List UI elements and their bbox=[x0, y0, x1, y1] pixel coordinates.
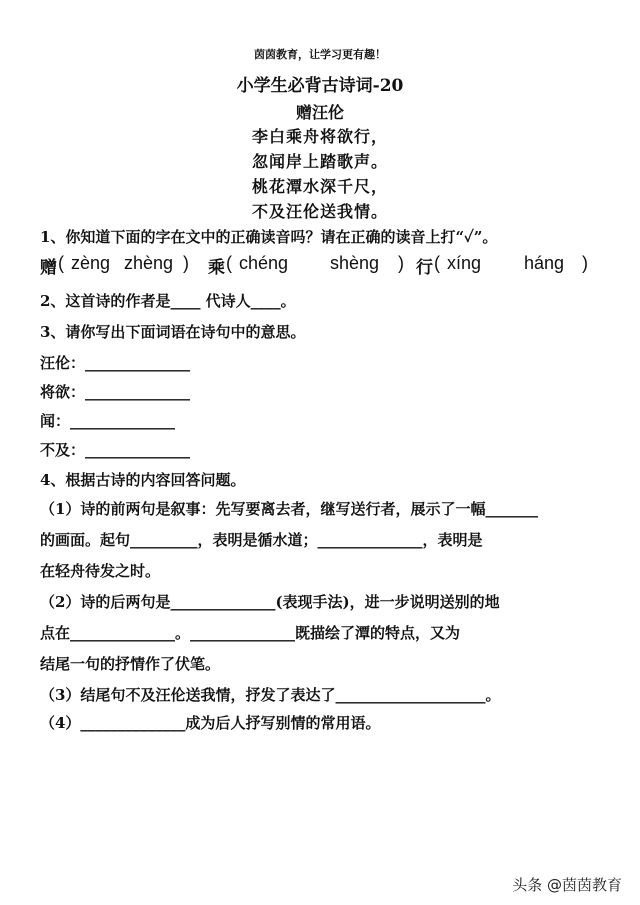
q4-part-1-line-3: 在轻舟待发之时。 bbox=[40, 562, 161, 580]
poem-title: 赠汪伦 bbox=[295, 103, 344, 122]
poem-line-1: 李白乘舟将欲行， bbox=[251, 127, 388, 146]
page-title: 小学生必背古诗词-20 bbox=[236, 76, 404, 96]
q3-item-jiangyu: 将欲：______________ bbox=[40, 383, 191, 401]
q4-part-2-line-3: 结尾一句的抒情作了伏笔。 bbox=[40, 655, 221, 673]
q4-part-2-line-2: 点在______________。______________既描绘了潭的特点，又为 bbox=[40, 624, 461, 642]
pinyin-char-xing: 行 bbox=[416, 258, 433, 278]
question-2: 2、这首诗的作者是____ 代诗人____。 bbox=[40, 292, 296, 310]
watermark: 头条 @茵茵教育 bbox=[512, 876, 622, 894]
q4-part-1-line-1: （1）诗的前两句是叙事：先写要离去者，继写送行者，展示了一幅_______ bbox=[40, 500, 538, 518]
pinyin-option[interactable]: zèng bbox=[71, 253, 111, 273]
q3-item-buji: 不及：______________ bbox=[40, 441, 191, 459]
pinyin-option[interactable]: xíng bbox=[447, 253, 482, 273]
poem-line-4: 不及汪伦送我情。 bbox=[251, 202, 388, 221]
question-4: 4、根据古诗的内容回答问题。 bbox=[40, 471, 246, 489]
poem-line-2: 忽闻岸上踏歌声。 bbox=[251, 152, 388, 171]
q4-part-1-line-2: 的画面。起句_________，表明是循水道；______________，表明是 bbox=[40, 531, 483, 549]
q4-part-2-line-1: （2）诗的后两句是______________(表现手法)，进一步说明送别的地 bbox=[40, 593, 500, 611]
q3-item-wanglun: 汪伦：______________ bbox=[40, 354, 191, 372]
poem-line-3: 桃花潭水深千尺， bbox=[251, 177, 388, 196]
question-3: 3、请你写出下面词语在诗句中的意思。 bbox=[40, 323, 306, 341]
q4-part-3: （3）结尾句不及汪伦送我情，抒发了表达了____________________。 bbox=[40, 686, 501, 704]
pinyin-option[interactable]: zhèng bbox=[124, 253, 174, 273]
pinyin-option[interactable]: chéng bbox=[239, 253, 289, 273]
pinyin-option[interactable]: háng bbox=[524, 253, 565, 273]
page-header: 茵茵教育，让学习更有趣！ bbox=[254, 48, 386, 61]
pinyin-option[interactable]: shèng bbox=[330, 253, 380, 273]
pinyin-char-cheng: 乘 bbox=[208, 258, 225, 278]
q3-item-wen: 闻：______________ bbox=[40, 412, 176, 430]
q4-part-4: （4）______________成为后人抒写别情的常用语。 bbox=[40, 714, 381, 732]
pinyin-char-zeng: 赠 bbox=[40, 258, 57, 278]
question-1: 1、你知道下面的字在文中的正确读音吗？请在正确的读音上打“✓”。 bbox=[40, 228, 498, 246]
